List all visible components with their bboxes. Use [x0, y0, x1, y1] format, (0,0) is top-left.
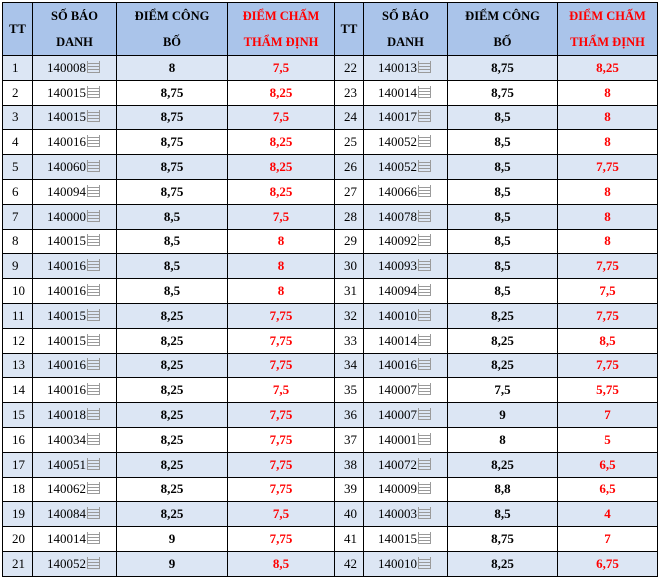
so-bao-danh-cell: [33, 179, 117, 204]
so-bao-danh-cell: [364, 378, 448, 403]
tt-cell: 41: [335, 527, 364, 552]
so-bao-danh-text: 140016: [47, 134, 86, 150]
so-bao-danh-cell: [364, 155, 448, 180]
col-header-diem-tham-dinh: ĐIỂM CHẤM THẨM ĐỊNH: [228, 3, 335, 56]
so-bao-danh-text: 140094: [47, 183, 86, 199]
redacted-digit-mask: [418, 507, 431, 519]
diem-cong-bo-cell: 8,25: [448, 328, 558, 353]
redacted-digit-mask: [418, 110, 431, 122]
tt-cell: 31: [335, 279, 364, 304]
table-row: [3, 527, 658, 552]
tt-cell: 7: [3, 204, 33, 229]
diem-cong-bo-cell: 8,8: [448, 477, 558, 502]
redacted-digit-mask: [418, 557, 431, 569]
diem-tham-dinh-cell: 7,5: [228, 105, 335, 130]
tt-cell: 12: [3, 328, 33, 353]
diem-tham-dinh-cell: 7,75: [228, 477, 335, 502]
diem-cong-bo-cell: 8,25: [117, 328, 228, 353]
redacted-digit-mask: [418, 408, 431, 420]
diem-cong-bo-cell: 8,25: [448, 551, 558, 576]
redacted-digit-mask: [87, 160, 100, 172]
so-bao-danh-cell: [33, 254, 117, 279]
col-header-so-bao-danh: SỐ BÁO DANH: [33, 3, 117, 56]
tt-cell: 3: [3, 105, 33, 130]
so-bao-danh-text: 140016: [47, 382, 86, 398]
diem-cong-bo-cell: 8,5: [448, 130, 558, 155]
col-header-diem-tham-dinh: ĐIỂM CHẤM THẨM ĐỊNH: [558, 3, 658, 56]
so-bao-danh-cell: [364, 452, 448, 477]
tt-cell: 24: [335, 105, 364, 130]
tt-cell: 42: [335, 551, 364, 576]
so-bao-danh-cell: [33, 477, 117, 502]
tt-cell: 5: [3, 155, 33, 180]
diem-cong-bo-cell: 8,75: [117, 179, 228, 204]
tt-cell: 20: [3, 527, 33, 552]
diem-cong-bo-cell: 8,75: [448, 527, 558, 552]
diem-cong-bo-cell: 8,25: [117, 403, 228, 428]
header-row: [3, 3, 658, 56]
diem-tham-dinh-cell: 8,25: [228, 155, 335, 180]
table-row: [3, 279, 658, 304]
tt-cell: 18: [3, 477, 33, 502]
diem-tham-dinh-cell: 7,5: [228, 378, 335, 403]
so-bao-danh-text: 140010: [378, 555, 417, 571]
diem-cong-bo-cell: 8,75: [117, 105, 228, 130]
so-bao-danh-cell: [364, 254, 448, 279]
so-bao-danh-text: 140016: [47, 357, 86, 373]
so-bao-danh-cell: [33, 56, 117, 81]
tt-cell: 25: [335, 130, 364, 155]
redacted-digit-mask: [87, 532, 100, 544]
so-bao-danh-text: 140016: [378, 357, 417, 373]
diem-tham-dinh-cell: 7,75: [558, 303, 658, 328]
diem-cong-bo-cell: 8,75: [448, 80, 558, 105]
so-bao-danh-cell: [364, 303, 448, 328]
table-row: [3, 403, 658, 428]
tt-cell: 13: [3, 353, 33, 378]
so-bao-danh-text: 140066: [378, 183, 417, 199]
so-bao-danh-text: 140084: [47, 506, 86, 522]
so-bao-danh-text: 140010: [378, 307, 417, 323]
tt-cell: 29: [335, 229, 364, 254]
table-row: [3, 477, 658, 502]
so-bao-danh-cell: [33, 328, 117, 353]
tt-cell: 32: [335, 303, 364, 328]
redacted-digit-mask: [87, 284, 100, 296]
diem-cong-bo-cell: 8,75: [448, 56, 558, 81]
diem-tham-dinh-cell: 8,25: [228, 80, 335, 105]
diem-tham-dinh-cell: 5,75: [558, 378, 658, 403]
so-bao-danh-cell: [364, 204, 448, 229]
diem-tham-dinh-cell: 7,75: [228, 328, 335, 353]
diem-tham-dinh-cell: 7,75: [558, 155, 658, 180]
so-bao-danh-text: 140015: [47, 332, 86, 348]
tt-cell: 4: [3, 130, 33, 155]
tt-cell: 10: [3, 279, 33, 304]
so-bao-danh-text: 140015: [47, 307, 86, 323]
tt-cell: 17: [3, 452, 33, 477]
redacted-digit-mask: [418, 210, 431, 222]
table-row: [3, 452, 658, 477]
diem-cong-bo-cell: 8,25: [117, 427, 228, 452]
redacted-digit-mask: [418, 433, 431, 445]
tt-cell: 16: [3, 427, 33, 452]
redacted-digit-mask: [87, 458, 100, 470]
so-bao-danh-cell: [33, 229, 117, 254]
table-row: [3, 204, 658, 229]
so-bao-danh-text: 140015: [378, 531, 417, 547]
so-bao-danh-cell: [364, 105, 448, 130]
diem-tham-dinh-cell: 7,5: [228, 204, 335, 229]
tt-cell: 15: [3, 403, 33, 428]
diem-cong-bo-cell: 8,75: [117, 155, 228, 180]
tt-cell: 11: [3, 303, 33, 328]
redacted-digit-mask: [87, 135, 100, 147]
so-bao-danh-text: 140014: [47, 531, 86, 547]
diem-tham-dinh-cell: 7: [558, 403, 658, 428]
diem-tham-dinh-cell: 7,75: [228, 427, 335, 452]
redacted-digit-mask: [87, 482, 100, 494]
diem-cong-bo-cell: 8,5: [448, 229, 558, 254]
so-bao-danh-text: 140000: [47, 208, 86, 224]
diem-cong-bo-cell: 7,5: [448, 378, 558, 403]
tt-cell: 35: [335, 378, 364, 403]
so-bao-danh-text: 140007: [378, 382, 417, 398]
so-bao-danh-cell: [33, 279, 117, 304]
so-bao-danh-text: 140052: [378, 159, 417, 175]
redacted-digit-mask: [418, 358, 431, 370]
col-header-so-bao-danh: SỐ BÁO DANH: [364, 3, 448, 56]
so-bao-danh-cell: [33, 378, 117, 403]
diem-tham-dinh-cell: 8,5: [558, 328, 658, 353]
redacted-digit-mask: [87, 110, 100, 122]
tt-cell: 33: [335, 328, 364, 353]
diem-cong-bo-cell: 8,5: [448, 204, 558, 229]
table-row: [3, 80, 658, 105]
so-bao-danh-cell: [364, 551, 448, 576]
so-bao-danh-text: 140001: [378, 431, 417, 447]
diem-cong-bo-cell: 8,5: [117, 229, 228, 254]
tt-cell: 19: [3, 502, 33, 527]
table-row: [3, 551, 658, 576]
tt-cell: 28: [335, 204, 364, 229]
redacted-digit-mask: [418, 185, 431, 197]
tt-cell: 27: [335, 179, 364, 204]
diem-tham-dinh-cell: 8,25: [228, 130, 335, 155]
redacted-digit-mask: [418, 135, 431, 147]
redacted-digit-mask: [418, 458, 431, 470]
diem-cong-bo-cell: 9: [117, 551, 228, 576]
so-bao-danh-text: 140016: [47, 258, 86, 274]
so-bao-danh-text: 140094: [378, 283, 417, 299]
so-bao-danh-cell: [33, 551, 117, 576]
redacted-digit-mask: [87, 185, 100, 197]
so-bao-danh-text: 140052: [47, 555, 86, 571]
so-bao-danh-text: 140093: [378, 258, 417, 274]
so-bao-danh-cell: [364, 130, 448, 155]
diem-tham-dinh-cell: 5: [558, 427, 658, 452]
tt-cell: 14: [3, 378, 33, 403]
diem-cong-bo-cell: 8,25: [117, 477, 228, 502]
so-bao-danh-cell: [33, 403, 117, 428]
diem-cong-bo-cell: 8,5: [448, 279, 558, 304]
so-bao-danh-text: 140015: [47, 233, 86, 249]
tt-cell: 39: [335, 477, 364, 502]
diem-tham-dinh-cell: 8,25: [228, 179, 335, 204]
diem-cong-bo-cell: 8,5: [117, 254, 228, 279]
diem-tham-dinh-cell: 7,5: [558, 279, 658, 304]
redacted-digit-mask: [87, 61, 100, 73]
diem-tham-dinh-cell: 8: [228, 229, 335, 254]
redacted-digit-mask: [87, 334, 100, 346]
redacted-digit-mask: [418, 86, 431, 98]
diem-tham-dinh-cell: 7: [558, 527, 658, 552]
score-table: [2, 2, 658, 577]
so-bao-danh-cell: [364, 279, 448, 304]
so-bao-danh-text: 140016: [47, 283, 86, 299]
so-bao-danh-text: 140018: [47, 407, 86, 423]
tt-cell: 30: [335, 254, 364, 279]
table-row: [3, 155, 658, 180]
diem-tham-dinh-cell: 6,75: [558, 551, 658, 576]
redacted-digit-mask: [418, 234, 431, 246]
diem-cong-bo-cell: 8,25: [448, 303, 558, 328]
so-bao-danh-cell: [364, 403, 448, 428]
diem-cong-bo-cell: 8: [448, 427, 558, 452]
diem-cong-bo-cell: 8,5: [448, 179, 558, 204]
so-bao-danh-cell: [33, 502, 117, 527]
diem-cong-bo-cell: 8,25: [117, 502, 228, 527]
so-bao-danh-cell: [364, 502, 448, 527]
diem-tham-dinh-cell: 8: [558, 204, 658, 229]
redacted-digit-mask: [418, 259, 431, 271]
redacted-digit-mask: [87, 86, 100, 98]
tt-cell: 6: [3, 179, 33, 204]
diem-cong-bo-cell: 8,5: [448, 254, 558, 279]
tt-cell: 37: [335, 427, 364, 452]
so-bao-danh-text: 140017: [378, 109, 417, 125]
so-bao-danh-text: 140014: [378, 84, 417, 100]
so-bao-danh-text: 140015: [47, 84, 86, 100]
so-bao-danh-text: 140034: [47, 431, 86, 447]
diem-tham-dinh-cell: 8,25: [558, 56, 658, 81]
redacted-digit-mask: [87, 433, 100, 445]
so-bao-danh-text: 140015: [47, 109, 86, 125]
so-bao-danh-text: 140092: [378, 233, 417, 249]
so-bao-danh-cell: [33, 452, 117, 477]
diem-cong-bo-cell: 8,5: [448, 155, 558, 180]
tt-cell: 22: [335, 56, 364, 81]
diem-tham-dinh-cell: 8: [558, 80, 658, 105]
diem-tham-dinh-cell: 7,75: [228, 353, 335, 378]
redacted-digit-mask: [87, 507, 100, 519]
diem-tham-dinh-cell: 6,5: [558, 452, 658, 477]
so-bao-danh-cell: [364, 527, 448, 552]
diem-cong-bo-cell: 8,25: [117, 378, 228, 403]
tt-cell: 38: [335, 452, 364, 477]
so-bao-danh-cell: [364, 179, 448, 204]
diem-cong-bo-cell: 8,5: [448, 105, 558, 130]
diem-cong-bo-cell: 8,25: [448, 452, 558, 477]
tt-cell: 2: [3, 80, 33, 105]
so-bao-danh-cell: [33, 105, 117, 130]
so-bao-danh-text: 140051: [47, 456, 86, 472]
diem-tham-dinh-cell: 8: [558, 105, 658, 130]
table-row: [3, 130, 658, 155]
table-row: [3, 105, 658, 130]
tt-cell: 23: [335, 80, 364, 105]
diem-tham-dinh-cell: 8: [558, 130, 658, 155]
diem-cong-bo-cell: 8: [117, 56, 228, 81]
so-bao-danh-text: 140003: [378, 506, 417, 522]
diem-cong-bo-cell: 8,75: [117, 130, 228, 155]
redacted-digit-mask: [418, 383, 431, 395]
so-bao-danh-cell: [364, 427, 448, 452]
tt-cell: 36: [335, 403, 364, 428]
col-header-diem-cong-bo: ĐIỂM CÔNG BỐ: [117, 3, 228, 56]
so-bao-danh-text: 140078: [378, 208, 417, 224]
diem-cong-bo-cell: 8,25: [117, 353, 228, 378]
diem-cong-bo-cell: 8,25: [117, 303, 228, 328]
redacted-digit-mask: [87, 234, 100, 246]
so-bao-danh-text: 140009: [378, 481, 417, 497]
table-row: [3, 328, 658, 353]
col-header-tt: TT: [3, 3, 33, 56]
so-bao-danh-cell: [33, 130, 117, 155]
redacted-digit-mask: [418, 284, 431, 296]
diem-cong-bo-cell: 9: [448, 403, 558, 428]
diem-tham-dinh-cell: 7,75: [558, 254, 658, 279]
table-row: [3, 427, 658, 452]
tt-cell: 40: [335, 502, 364, 527]
diem-tham-dinh-cell: 7,75: [228, 303, 335, 328]
diem-cong-bo-cell: 8,5: [448, 502, 558, 527]
so-bao-danh-text: 140052: [378, 134, 417, 150]
table-row: [3, 303, 658, 328]
tt-cell: 8: [3, 229, 33, 254]
table-row: [3, 254, 658, 279]
so-bao-danh-cell: [364, 56, 448, 81]
redacted-digit-mask: [87, 358, 100, 370]
so-bao-danh-cell: [364, 80, 448, 105]
diem-tham-dinh-cell: 6,5: [558, 477, 658, 502]
diem-tham-dinh-cell: 8,5: [228, 551, 335, 576]
diem-cong-bo-cell: 8,25: [448, 353, 558, 378]
table-row: [3, 378, 658, 403]
so-bao-danh-cell: [33, 303, 117, 328]
col-header-tt: TT: [335, 3, 364, 56]
redacted-digit-mask: [87, 259, 100, 271]
diem-tham-dinh-cell: 8: [228, 279, 335, 304]
redacted-digit-mask: [418, 482, 431, 494]
so-bao-danh-text: 140013: [378, 59, 417, 75]
so-bao-danh-text: 140008: [47, 59, 86, 75]
diem-cong-bo-cell: 8,5: [117, 204, 228, 229]
diem-cong-bo-cell: 8,25: [117, 452, 228, 477]
diem-tham-dinh-cell: 4: [558, 502, 658, 527]
so-bao-danh-cell: [364, 328, 448, 353]
redacted-digit-mask: [418, 160, 431, 172]
redacted-digit-mask: [87, 557, 100, 569]
diem-tham-dinh-cell: 7,5: [228, 502, 335, 527]
table-row: [3, 56, 658, 81]
redacted-digit-mask: [87, 383, 100, 395]
tt-cell: 26: [335, 155, 364, 180]
tt-cell: 34: [335, 353, 364, 378]
diem-tham-dinh-cell: 7,75: [228, 403, 335, 428]
redacted-digit-mask: [418, 532, 431, 544]
table-row: [3, 353, 658, 378]
so-bao-danh-text: 140060: [47, 159, 86, 175]
redacted-digit-mask: [418, 61, 431, 73]
so-bao-danh-text: 140007: [378, 407, 417, 423]
so-bao-danh-text: 140014: [378, 332, 417, 348]
diem-cong-bo-cell: 9: [117, 527, 228, 552]
col-header-diem-cong-bo: ĐIỂM CÔNG BỐ: [448, 3, 558, 56]
table-row: [3, 179, 658, 204]
redacted-digit-mask: [418, 334, 431, 346]
redacted-digit-mask: [87, 408, 100, 420]
tt-cell: 1: [3, 56, 33, 81]
redacted-digit-mask: [87, 309, 100, 321]
so-bao-danh-cell: [33, 80, 117, 105]
so-bao-danh-cell: [33, 353, 117, 378]
diem-tham-dinh-cell: 7,75: [228, 527, 335, 552]
diem-cong-bo-cell: 8,75: [117, 80, 228, 105]
table-row: [3, 502, 658, 527]
tt-cell: 21: [3, 551, 33, 576]
so-bao-danh-cell: [33, 155, 117, 180]
so-bao-danh-cell: [364, 229, 448, 254]
diem-tham-dinh-cell: 8: [558, 179, 658, 204]
diem-tham-dinh-cell: 7,5: [228, 56, 335, 81]
so-bao-danh-cell: [364, 477, 448, 502]
so-bao-danh-cell: [33, 427, 117, 452]
diem-tham-dinh-cell: 8: [558, 229, 658, 254]
table-row: [3, 229, 658, 254]
diem-tham-dinh-cell: 7,75: [558, 353, 658, 378]
diem-tham-dinh-cell: 7,75: [228, 452, 335, 477]
so-bao-danh-cell: [364, 353, 448, 378]
so-bao-danh-text: 140072: [378, 456, 417, 472]
redacted-digit-mask: [418, 309, 431, 321]
so-bao-danh-text: 140062: [47, 481, 86, 497]
diem-tham-dinh-cell: 8: [228, 254, 335, 279]
diem-cong-bo-cell: 8,5: [117, 279, 228, 304]
so-bao-danh-cell: [33, 204, 117, 229]
redacted-digit-mask: [87, 210, 100, 222]
tt-cell: 9: [3, 254, 33, 279]
so-bao-danh-cell: [33, 527, 117, 552]
